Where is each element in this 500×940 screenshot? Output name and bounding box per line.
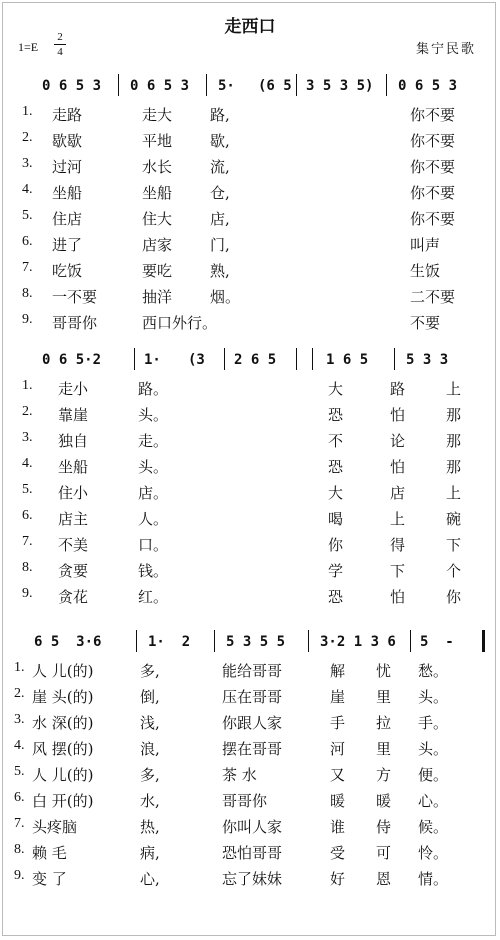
lyric-text: 贪花: [58, 588, 89, 606]
lyric-text: 走小: [58, 380, 89, 398]
lyric-text: 水,: [140, 792, 160, 810]
notation-measure: 0 6 5 3: [398, 78, 458, 94]
barline: [296, 74, 297, 96]
lyric-text: 门,: [210, 236, 230, 254]
lyric-text: 里: [376, 688, 392, 706]
lyric-text: 河: [330, 740, 346, 758]
verse-number: 4.: [14, 738, 25, 753]
lyric-text: 烟。: [210, 288, 241, 306]
lyric-text: 吃饭: [52, 262, 83, 280]
lyric-text: 那: [446, 458, 462, 476]
lyric-row: [0, 258, 500, 283]
lyric-text: 白 开(的): [32, 792, 94, 810]
notation-measure: 6 5 3·6: [34, 634, 102, 650]
lyric-text: 走路: [52, 106, 83, 124]
lyric-text: 多,: [140, 766, 160, 784]
verse-number: 9.: [22, 312, 33, 327]
verse-number: 8.: [14, 842, 25, 857]
lyric-text: 便。: [418, 766, 449, 784]
lyric-text: 心。: [418, 792, 449, 810]
lyric-text: 好: [330, 870, 346, 888]
verse-number: 9.: [14, 868, 25, 883]
verse-number: 9.: [22, 586, 33, 601]
notation-measure: 5·: [218, 78, 235, 94]
lyric-text: 压在哥哥: [222, 688, 283, 706]
lyric-text: 红。: [138, 588, 169, 606]
lyric-text: 坐船: [52, 184, 83, 202]
lyric-text: 暖: [330, 792, 346, 810]
verse-number: 7.: [22, 260, 33, 275]
barline: [224, 348, 225, 370]
lyric-text: 店。: [138, 484, 169, 502]
lyric-text: 恐: [328, 458, 344, 476]
notation-measure: 1 6 5: [326, 352, 369, 368]
verse-number: 3.: [22, 430, 33, 445]
lyric-text: 个: [446, 562, 462, 580]
lyric-text: 坐船: [142, 184, 173, 202]
lyric-text: 手。: [418, 714, 449, 732]
lyric-text: 赖 毛: [32, 844, 67, 862]
lyric-text: 热,: [140, 818, 160, 836]
lyric-text: 住大: [142, 210, 173, 228]
lyric-text: 又: [330, 766, 346, 784]
lyric-text: 你: [328, 536, 344, 554]
lyric-row: [0, 684, 500, 709]
lyric-row: [0, 788, 500, 813]
lyric-text: 崖: [330, 688, 346, 706]
lyric-text: 歇,: [210, 132, 230, 150]
lyric-text: 里: [376, 740, 392, 758]
lyric-text: 情。: [418, 870, 449, 888]
lyric-row: [0, 710, 500, 735]
lyric-row: [0, 232, 500, 257]
lyric-text: 头。: [138, 406, 169, 424]
lyric-text: 上: [446, 484, 462, 502]
lyric-text: 恐: [328, 588, 344, 606]
lyric-text: 不美: [58, 536, 89, 554]
lyric-row: [0, 180, 500, 205]
lyric-text: 路。: [138, 380, 169, 398]
notation-measure: 5 3 3: [406, 352, 449, 368]
lyric-text: 得: [390, 536, 406, 554]
lyric-text: 坐船: [58, 458, 89, 476]
lyric-text: 店: [390, 484, 406, 502]
lyric-text: 忘了妹妹: [222, 870, 283, 888]
barline: [296, 348, 297, 370]
verse-number: 2.: [22, 404, 33, 419]
lyric-text: 不要: [410, 314, 441, 332]
lyric-row: [0, 428, 500, 453]
lyric-text: 店,: [210, 210, 230, 228]
lyric-text: 头。: [418, 740, 449, 758]
lyric-text: 手: [330, 714, 346, 732]
lyric-text: 怕: [390, 588, 406, 606]
lyric-row: [0, 736, 500, 761]
lyric-text: 要吃: [142, 262, 173, 280]
verse-number: 5.: [14, 764, 25, 779]
lyric-text: 下: [390, 562, 406, 580]
lyric-text: 你不要: [410, 184, 456, 202]
barline: [214, 630, 215, 652]
lyric-text: 店主: [58, 510, 89, 528]
lyric-text: 变 了: [32, 870, 67, 888]
lyric-text: 仓,: [210, 184, 230, 202]
time-signature: [54, 31, 66, 58]
lyric-text: 哥哥你: [52, 314, 98, 332]
verse-number: 3.: [22, 156, 33, 171]
lyric-row: [0, 284, 500, 309]
notation-measure: 0 6 5 3: [42, 78, 102, 94]
lyric-text: 能给哥哥: [222, 662, 283, 680]
lyric-text: 生饭: [410, 262, 441, 280]
lyric-text: 住小: [58, 484, 89, 502]
lyric-row: [0, 558, 500, 583]
barline: [386, 74, 387, 96]
lyric-row: [0, 658, 500, 683]
lyric-row: [0, 402, 500, 427]
lyric-text: 方: [376, 766, 392, 784]
lyric-text: 二不要: [410, 288, 456, 306]
lyric-text: 你不要: [410, 210, 456, 228]
lyric-row: [0, 128, 500, 153]
notation-measure: 0 6 5 3: [130, 78, 190, 94]
lyric-text: 受: [330, 844, 346, 862]
lyric-text: 你: [446, 588, 462, 606]
lyric-row: [0, 480, 500, 505]
barline: [312, 348, 313, 370]
lyric-text: 进了: [52, 236, 83, 254]
lyric-text: 倒,: [140, 688, 160, 706]
lyric-row: [0, 454, 500, 479]
lyric-text: 愁。: [418, 662, 449, 680]
lyric-text: 怕: [390, 406, 406, 424]
lyric-text: 论: [390, 432, 406, 450]
lyric-row: [0, 310, 500, 335]
verse-number: 8.: [22, 286, 33, 301]
lyric-text: 碗: [446, 510, 462, 528]
lyric-text: 忧: [376, 662, 392, 680]
lyric-text: 你不要: [410, 158, 456, 176]
lyric-text: 哥哥你: [222, 792, 268, 810]
verse-number: 4.: [22, 182, 33, 197]
song-source: 集宁民歌: [415, 42, 476, 57]
notation-line: [0, 628, 500, 656]
verse-number: 8.: [22, 560, 33, 575]
lyric-text: 独自: [58, 432, 89, 450]
lyric-text: 那: [446, 432, 462, 450]
lyric-text: 你不要: [410, 132, 456, 150]
lyric-text: 你不要: [410, 106, 456, 124]
verse-number: 6.: [14, 790, 25, 805]
lyric-text: 平地: [142, 132, 173, 150]
lyric-text: 流,: [210, 158, 230, 176]
lyric-text: 走。: [138, 432, 169, 450]
lyric-text: 可: [376, 844, 392, 862]
lyric-text: 拉: [376, 714, 392, 732]
lyric-text: 上: [446, 380, 462, 398]
notation-line: [0, 346, 500, 374]
barline: [394, 348, 395, 370]
lyric-row: [0, 206, 500, 231]
lyric-text: 病,: [140, 844, 160, 862]
barline: [136, 630, 137, 652]
lyric-text: 不: [328, 432, 344, 450]
verse-number: 5.: [22, 482, 33, 497]
notation-measure: 3 5 3 5): [306, 78, 374, 94]
barline: [134, 348, 135, 370]
lyric-row: [0, 762, 500, 787]
lyric-text: 抽洋: [142, 288, 173, 306]
barline: [206, 74, 207, 96]
lyric-text: 学: [328, 562, 344, 580]
lyric-text: 下: [446, 536, 462, 554]
lyric-text: 你叫人家: [222, 818, 283, 836]
lyric-text: 谁: [330, 818, 346, 836]
notation-line: [0, 72, 500, 100]
lyric-text: 侍: [376, 818, 392, 836]
lyric-text: 人。: [138, 510, 169, 528]
lyric-text: 路: [390, 380, 406, 398]
lyric-text: 熟,: [210, 262, 230, 280]
lyric-text: 怜。: [418, 844, 449, 862]
notation-measure: 2 6 5: [234, 352, 277, 368]
lyric-text: 水 深(的): [32, 714, 94, 732]
lyric-text: 那: [446, 406, 462, 424]
lyric-text: 暖: [376, 792, 392, 810]
verse-number: 4.: [22, 456, 33, 471]
verse-number: 2.: [14, 686, 25, 701]
notation-measure: 1· 2: [148, 634, 191, 650]
lyric-text: 恐: [328, 406, 344, 424]
key-signature: 1=E: [18, 40, 39, 54]
barline: [410, 630, 411, 652]
lyric-text: 歇歇: [52, 132, 83, 150]
lyric-text: 你跟人家: [222, 714, 283, 732]
lyric-row: [0, 154, 500, 179]
lyric-text: 口。: [138, 536, 169, 554]
lyric-text: 大: [328, 484, 344, 502]
barline: [482, 630, 485, 652]
lyric-text: 西口外行。: [142, 314, 218, 332]
notation-measure: 3·2 1 3 6: [320, 634, 396, 650]
lyric-text: 头疼脑: [32, 818, 78, 836]
lyric-text: 钱。: [138, 562, 169, 580]
lyric-row: [0, 376, 500, 401]
barline: [308, 630, 309, 652]
time-signature-bottom: 4: [57, 46, 63, 58]
lyric-text: 住店: [52, 210, 83, 228]
lyric-text: 人 儿(的): [32, 766, 94, 784]
lyric-text: 浪,: [140, 740, 160, 758]
notation-measure: 0 6 5·2: [42, 352, 102, 368]
time-signature-top: 2: [57, 31, 63, 43]
verse-number: 1.: [14, 660, 25, 675]
verse-number: 5.: [22, 208, 33, 223]
lyric-text: 候。: [418, 818, 449, 836]
lyric-text: 多,: [140, 662, 160, 680]
lyric-text: 贪要: [58, 562, 89, 580]
lyric-row: [0, 584, 500, 609]
lyric-row: [0, 532, 500, 557]
verse-number: 1.: [22, 104, 33, 119]
barline: [118, 74, 119, 96]
lyric-text: 浅,: [140, 714, 160, 732]
verse-number: 2.: [22, 130, 33, 145]
lyric-text: 风 摆(的): [32, 740, 94, 758]
lyric-text: 一不要: [52, 288, 98, 306]
lyric-row: [0, 506, 500, 531]
lyric-text: 喝: [328, 510, 344, 528]
lyric-text: 恐怕哥哥: [222, 844, 283, 862]
lyric-row: [0, 840, 500, 865]
verse-number: 7.: [14, 816, 25, 831]
lyric-row: [0, 102, 500, 127]
lyric-text: 人 儿(的): [32, 662, 94, 680]
lyric-text: 水长: [142, 158, 173, 176]
notation-measure: 5 -: [420, 634, 454, 650]
lyric-text: 店家: [142, 236, 173, 254]
verse-number: 6.: [22, 234, 33, 249]
verse-number: 3.: [14, 712, 25, 727]
lyric-text: 崖 头(的): [32, 688, 94, 706]
lyric-text: 怕: [390, 458, 406, 476]
lyric-text: 摆在哥哥: [222, 740, 283, 758]
lyric-text: 心,: [140, 870, 160, 888]
lyric-text: 过河: [52, 158, 83, 176]
lyric-text: 靠崖: [58, 406, 89, 424]
lyric-text: 头。: [138, 458, 169, 476]
lyric-row: [0, 814, 500, 839]
notation-measure: (3: [188, 352, 205, 368]
verse-number: 6.: [22, 508, 33, 523]
song-title: 走西口: [224, 17, 276, 37]
lyric-text: 走大: [142, 106, 173, 124]
lyric-text: 路,: [210, 106, 230, 124]
verse-number: 1.: [22, 378, 33, 393]
lyric-text: 上: [390, 510, 406, 528]
lyric-text: 大: [328, 380, 344, 398]
lyric-text: 茶 水: [222, 766, 257, 784]
lyric-text: 头。: [418, 688, 449, 706]
notation-measure: 5 3 5 5: [226, 634, 286, 650]
lyric-text: 恩: [376, 870, 392, 888]
notation-measure: 1·: [144, 352, 161, 368]
lyric-row: [0, 866, 500, 891]
lyric-text: 叫声: [410, 236, 441, 254]
notation-measure: (6 5: [258, 78, 292, 94]
lyric-text: 解: [330, 662, 346, 680]
verse-number: 7.: [22, 534, 33, 549]
